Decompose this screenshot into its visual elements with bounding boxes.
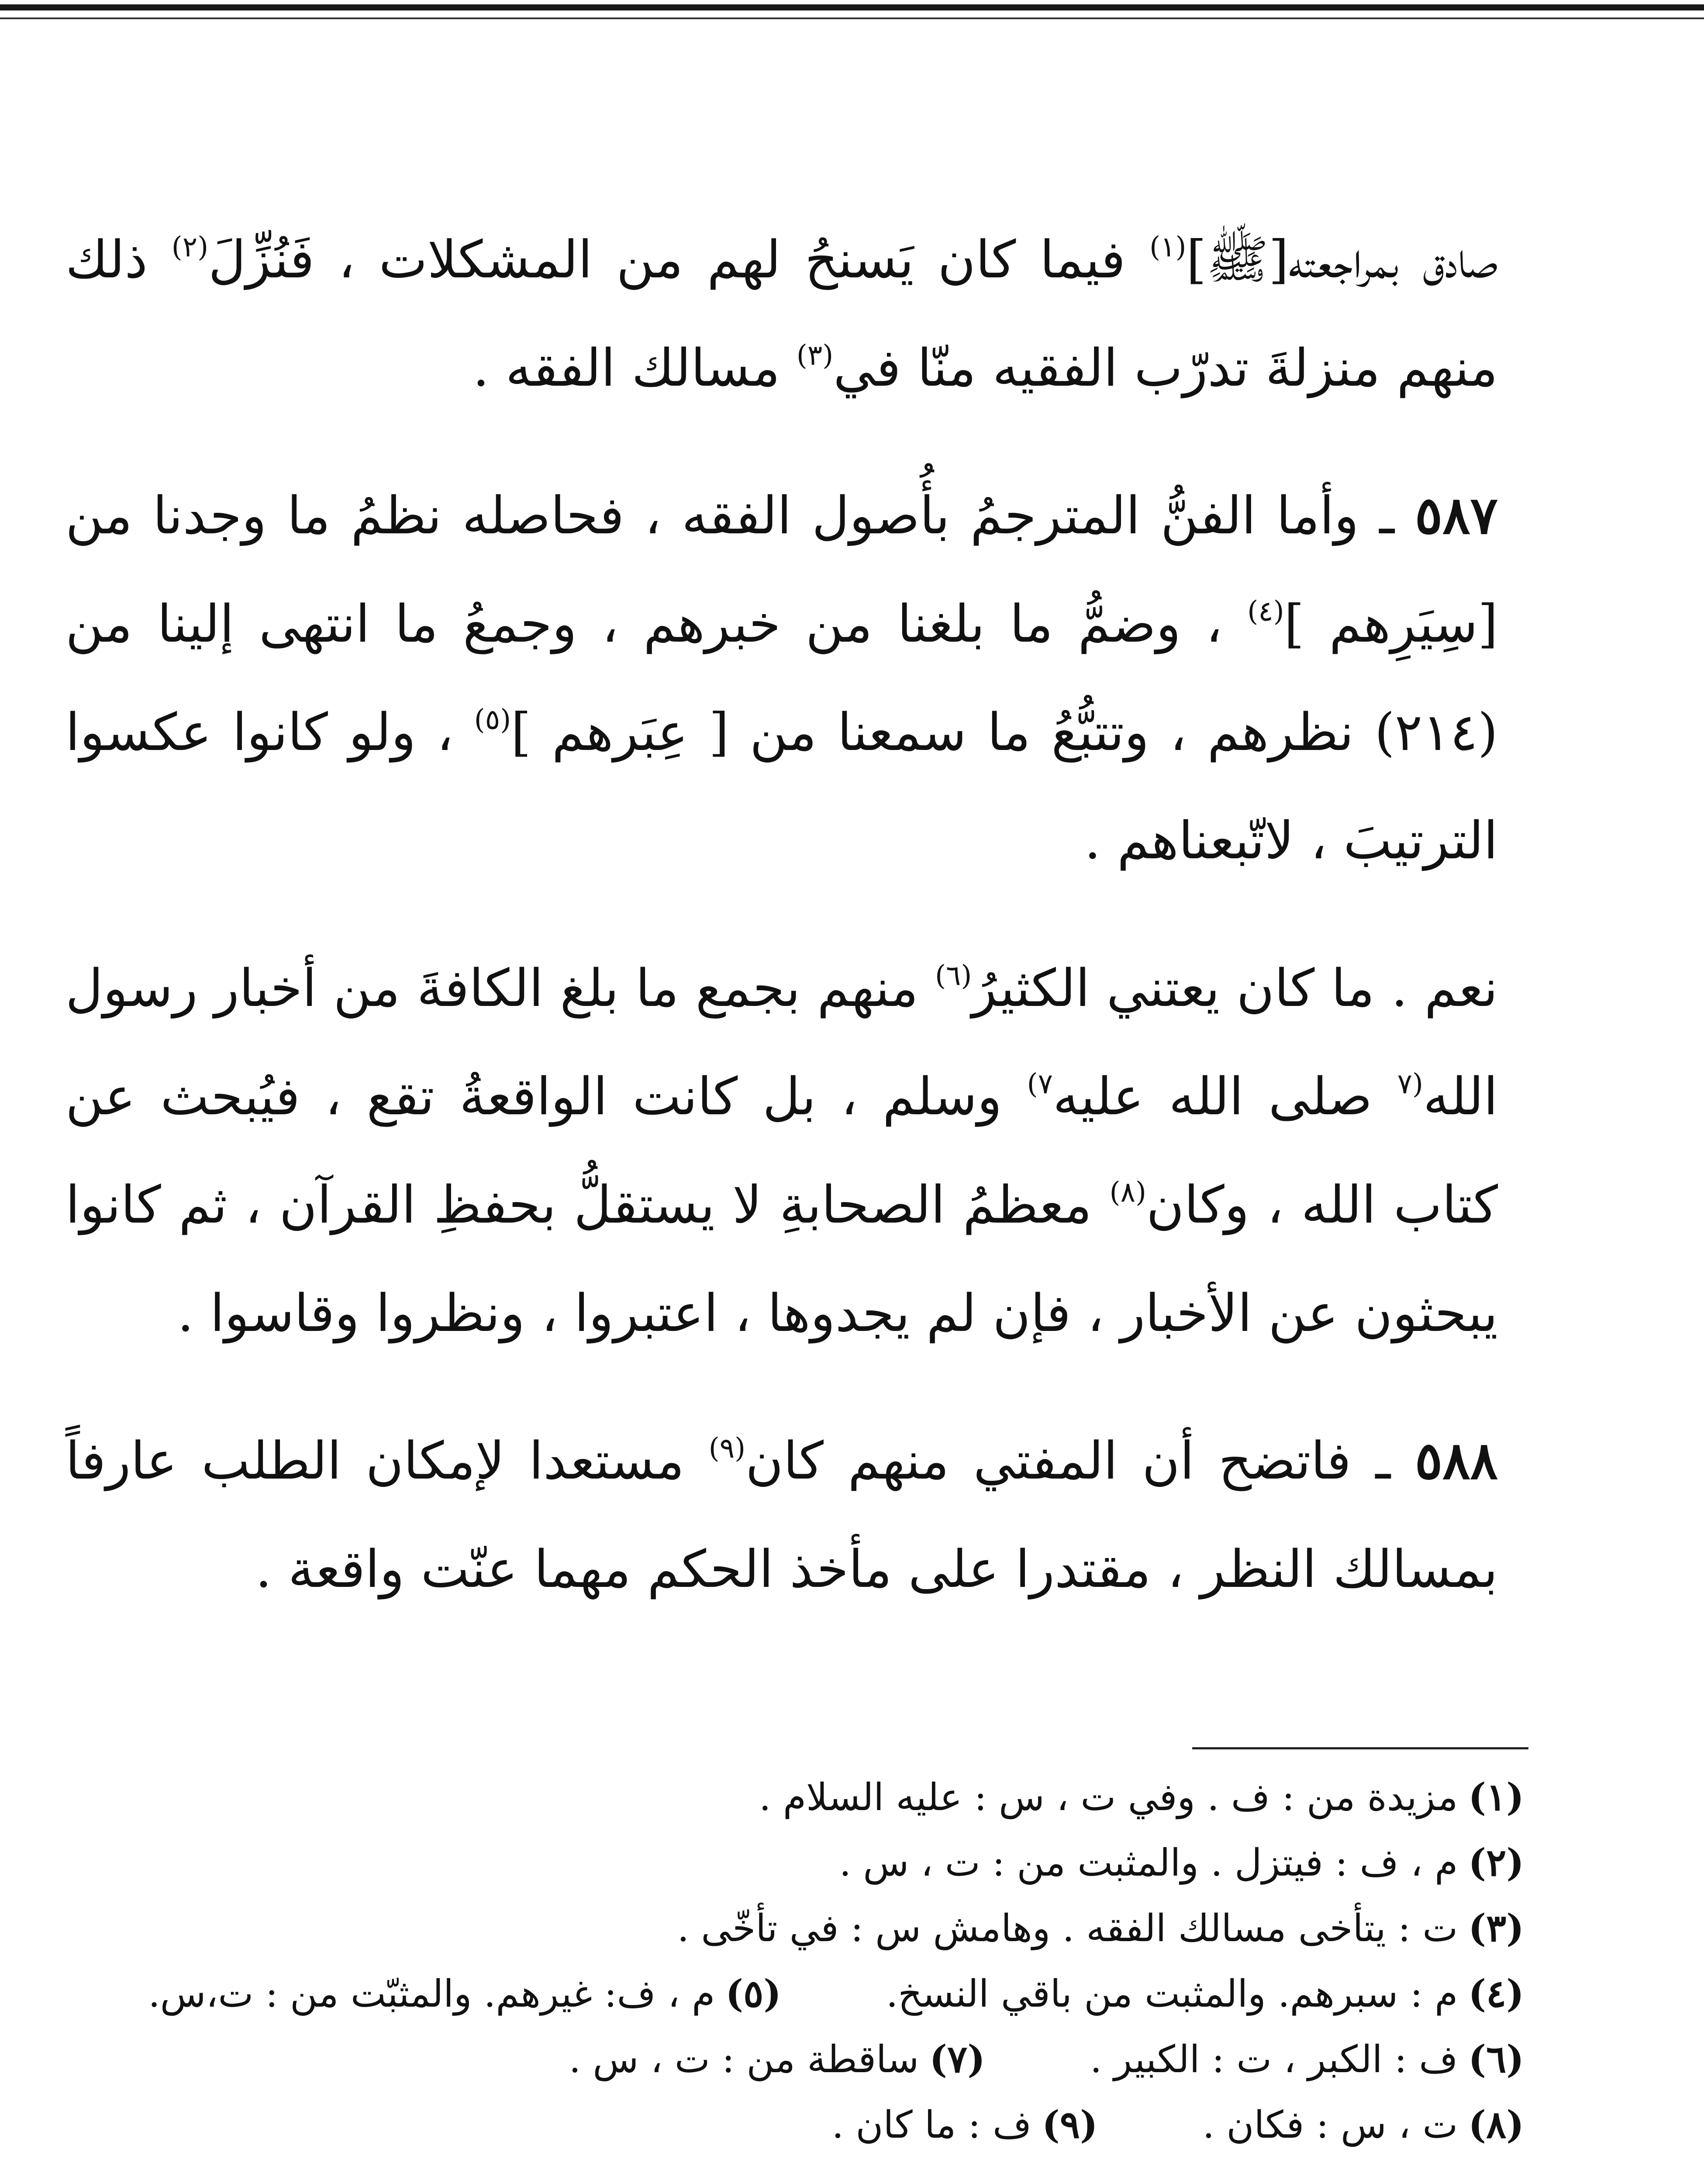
footnote-item <box>832 2092 1098 2158</box>
footnote-label: (٢) <box>1468 1841 1524 1885</box>
footnote-text: ف : ما كان . <box>831 2103 1032 2147</box>
footnote-marker: (٨) <box>1109 1176 1146 1209</box>
text-run: معظمُ الصحابةِ لا يستقلُّ بحفظِ القرآن ، ثم كانوا يبحثون عن الأخبار ، فإن لم يجدوها ، اعتبروا ، ونظروا وقاسوا . <box>66 1175 1498 1343</box>
footnote-item <box>886 1961 1524 2027</box>
top-border-rule-thin <box>0 17 1704 19</box>
footnote-marker: (٤) <box>1247 595 1284 628</box>
text-run: صادق بمراجعته[ﷺ] <box>1186 229 1498 290</box>
paragraph <box>66 934 1498 1367</box>
paragraph-number: ٥٨٨ <box>1414 1430 1498 1491</box>
footnote-row <box>66 1896 1524 1961</box>
footnote-label: (٥) <box>725 1972 781 2016</box>
text-run: ذلك منهم منزلةَ تدرّب الفقيه منّا في <box>66 229 1498 398</box>
footnote-label: (٣) <box>1468 1906 1524 1950</box>
paragraph <box>66 1406 1498 1623</box>
footnote-marker: (١) <box>1149 231 1187 263</box>
footnote-label: (٨) <box>1468 2103 1524 2147</box>
footnote-item <box>839 1830 1524 1896</box>
text-run: ، وضمُّ ما بلغنا من خبرهم ، وجمعُ ما انتهى إلينا من (٢١٤) نظرهم ، وتتبُّعُ ما سمعنا من [ عِبَرهم ] <box>66 594 1498 762</box>
footnote-label: (٧) <box>929 2037 985 2081</box>
text-run: مسالك الفقه . <box>473 338 797 398</box>
footnote-marker: (٩) <box>708 1432 746 1465</box>
footnote-item <box>1203 2092 1524 2158</box>
footnote-marker: ٧) <box>1027 1068 1053 1100</box>
footnote-item <box>759 1765 1524 1830</box>
footnote-text: م ، ف : فيتزل . والمثبت من : ت ، س . <box>839 1841 1458 1885</box>
footnotes <box>66 1765 1524 2158</box>
footnote-text: م ، ف: غيرهم. والمثبّت من : ت،س. <box>148 1972 715 2016</box>
footnote-row <box>66 1961 1524 2027</box>
text-run: صلى الله عليه <box>1052 1066 1397 1127</box>
footnote-label: (٦) <box>1468 2037 1524 2081</box>
footnote-row <box>66 1765 1524 1830</box>
text-run: نعم . ما كان يعتني الكثيرُ <box>972 958 1498 1018</box>
footnote-item <box>148 1961 781 2027</box>
footnote-text: مزيدة من : ف . وفي ت ، س : عليه السلام . <box>759 1776 1458 1819</box>
top-border-rule <box>0 4 1704 10</box>
footnote-label: (٩) <box>1042 2103 1098 2147</box>
footnote-item <box>569 2027 985 2092</box>
text-run: فيما كان يَسنحُ لهم من المشكلات ، فَنُزِّلَ <box>208 229 1150 290</box>
footnote-text: ف : الكبر ، ت : الكبير . <box>1090 2038 1458 2081</box>
footnote-text: ساقطة من : ت ، س . <box>569 2038 919 2081</box>
footnote-row <box>66 2027 1524 2092</box>
footnote-marker: (٧ <box>1397 1068 1423 1100</box>
footnote-row <box>66 2092 1524 2158</box>
footnote-label: (٤) <box>1468 1972 1524 2016</box>
main-text <box>66 205 1498 1662</box>
text-run: ـ وأما الفنُّ المترجمُ بأُصول الفقه ، فحاصله نظمُ ما وجدنا من [سِيَرِهم ] <box>66 485 1498 654</box>
text-run: ، ولو كانوا عكسوا الترتيبَ ، لاتّبعناهم . <box>66 702 1498 871</box>
footnote-label: (١) <box>1468 1775 1524 1819</box>
text-run: منهم بجمع ما بلغ الكافةَ من أخبار رسول الله <box>66 958 1498 1127</box>
footnote-text: ت : يتأخى مسالك الفقه . وهامش س : في تأخّى . <box>677 1907 1458 1950</box>
text-run: وسلم ، بل كانت الواقعةُ تقع ، فيُبحث عن كتاب الله ، وكان <box>66 1066 1498 1235</box>
footnote-text: م : سبرهم. والمثبت من باقي النسخ. <box>886 1972 1458 2016</box>
text-run: ـ فاتضح أن المفتي منهم كان <box>745 1431 1415 1491</box>
footnote-item <box>1090 2027 1524 2092</box>
footnote-item <box>677 1896 1524 1961</box>
footnote-marker: (٥) <box>474 704 511 736</box>
footnote-row <box>66 1830 1524 1896</box>
paragraph <box>66 461 1498 895</box>
footnote-separator <box>1192 1747 1528 1749</box>
footnote-marker: (٦) <box>935 960 972 992</box>
paragraph-number: ٥٨٧ <box>1414 485 1498 546</box>
footnote-text: ت ، س : فكان . <box>1202 2103 1458 2147</box>
footnote-marker: (٣) <box>796 339 834 372</box>
footnote-marker: (٢) <box>171 231 209 263</box>
text-run: مستعدا لإمكان الطلب عارفاً بمسالك النظر ، مقتدرا على مأخذ الحكم مهما عنّت واقعة . <box>66 1431 1498 1599</box>
paragraph <box>66 205 1498 422</box>
